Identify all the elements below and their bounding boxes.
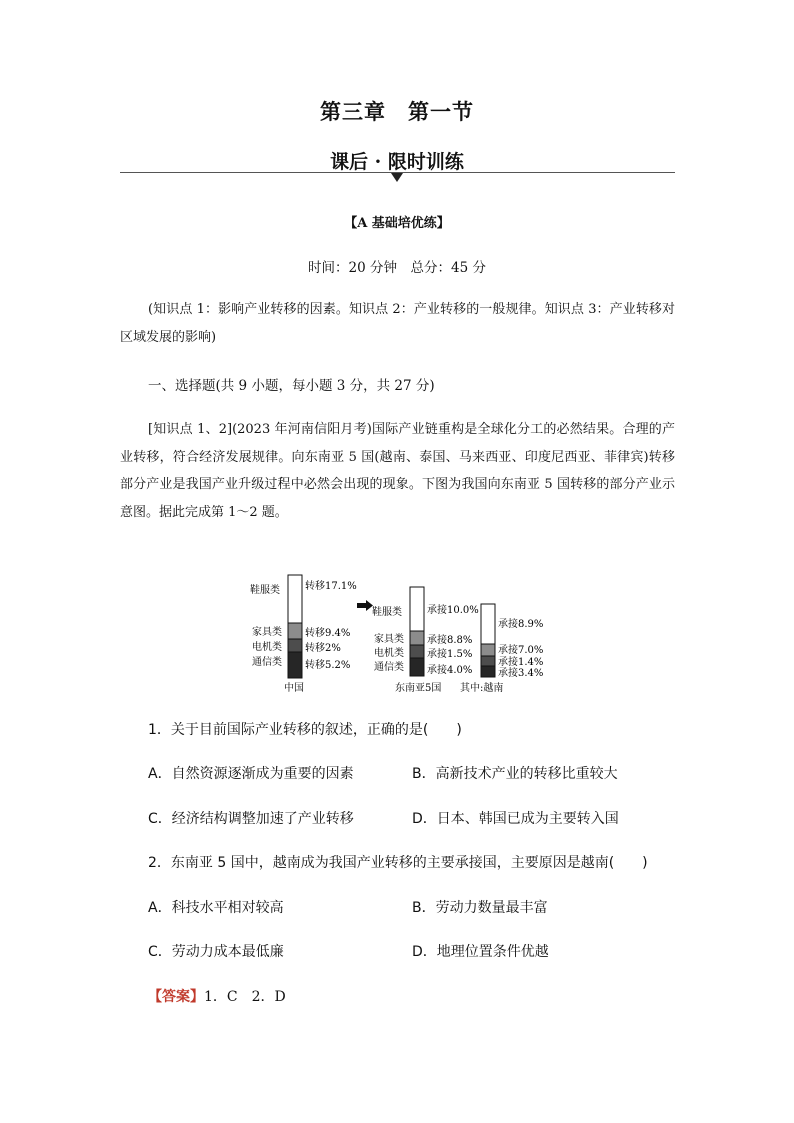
question-1-option-b[interactable]: B．高新技术产业的转移比重较大 [412,766,618,782]
question-1-option-c[interactable]: C．经济结构调整加速了产业转移 [148,811,354,827]
china-motor-segment [288,639,302,652]
sea5-shoes-segment [410,587,424,631]
vietnam-motor-value: 承接1.4% [498,657,544,668]
question-2-stem: 2．东南亚 5 国中，越南成为我国产业转移的主要承接国，主要原因是越南( ) [148,855,648,871]
sea5-motor-value: 承接1.5% [427,649,473,660]
sea5-furniture-label: 家具类 [374,634,404,645]
vietnam-shoes-value: 承接8.9% [498,619,544,630]
sea5-shoes-label: 鞋服类 [372,607,402,618]
sea5-telecom-segment [410,658,424,676]
down-triangle-icon [391,173,403,182]
china-telecom-value: 转移5.2% [305,660,351,671]
china-bar [250,575,357,694]
china-furniture-label: 家具类 [252,627,282,638]
answer-text: 1．C 2．D [204,989,286,1005]
section-heading: 一、选择题(共 9 小题，每小题 3 分，共 27 分) [148,378,435,394]
answer-tag: 【答案】 [148,989,204,1005]
passage: [知识点 1、2](2023 年河南信阳月考)国际产业链重构是全球化分工的必然结果。合理的产业转移，符合经济发展规律。向东南亚 5 国(越南、泰国、马来西亚、印度尼西亚、菲律宾)转移部分产业是我国产业升级过程中必然会出现的现象。下图为我国向东南亚 5 国转移的部分产业示意图。据此完成第 1～2 题。 [120,422,675,520]
vietnam-bar [460,604,543,694]
answer-line [148,986,286,1006]
china-motor-value: 转移2% [305,643,341,654]
question-2-option-c[interactable]: C．劳动力成本最低廉 [148,944,284,960]
sea5-furniture-value: 承接8.8% [427,635,473,646]
question-1-stem: 1．关于目前国际产业转移的叙述，正确的是( ) [148,722,462,738]
vietnam-shoes-segment [481,604,495,644]
sea5-caption: 东南亚5国 [395,683,442,694]
china-shoes-value: 转移17.1% [305,581,357,592]
sea5-bar [372,587,479,694]
china-telecom-segment [288,652,302,678]
time-info: 时间：20 分钟 总分：45 分 [308,260,486,276]
question-2-option-a[interactable]: A．科技水平相对较高 [148,900,284,916]
vietnam-caption: 其中:越南 [460,683,504,694]
knowledge-points: (知识点 1：影响产业转移的因素。知识点 2：产业转移的一般规律。知识点 3：产业转移对区域发展的影响) [120,302,675,345]
sea5-telecom-label: 通信类 [374,662,404,673]
sea5-motor-segment [410,645,424,658]
vietnam-furniture-segment [481,644,495,656]
chapter-title: 第三章 第一节 [320,99,474,124]
sea5-motor-label: 电机类 [374,648,404,659]
arrow-right-icon [357,600,373,611]
china-telecom-label: 通信类 [252,657,282,668]
vietnam-motor-segment [481,656,495,666]
vietnam-telecom-segment [481,666,495,677]
sea5-shoes-value: 承接10.0% [427,605,479,616]
vietnam-telecom-value: 承接3.4% [498,668,544,679]
china-furniture-value: 转移9.4% [305,628,351,639]
china-shoes-segment [288,575,302,623]
question-2-option-b[interactable]: B．劳动力数量最丰富 [412,900,548,916]
level-label: 【A 基础培优练】 [344,216,450,231]
china-motor-label: 电机类 [252,642,282,653]
china-furniture-segment [288,623,302,639]
china-caption: 中国 [284,683,304,694]
question-1-option-a[interactable]: A．自然资源逐渐成为重要的因素 [148,766,354,782]
question-2-option-d[interactable]: D．地理位置条件优越 [412,944,549,960]
sea5-furniture-segment [410,631,424,645]
section-title: 课后 · 限时训练 [330,151,464,173]
vietnam-furniture-value: 承接7.0% [498,645,544,656]
industry-transfer-figure [245,570,555,700]
question-1-option-d[interactable]: D．日本、韩国已成为主要转入国 [412,811,619,827]
china-shoes-label: 鞋服类 [250,585,280,596]
sea5-telecom-value: 承接4.0% [427,665,473,676]
